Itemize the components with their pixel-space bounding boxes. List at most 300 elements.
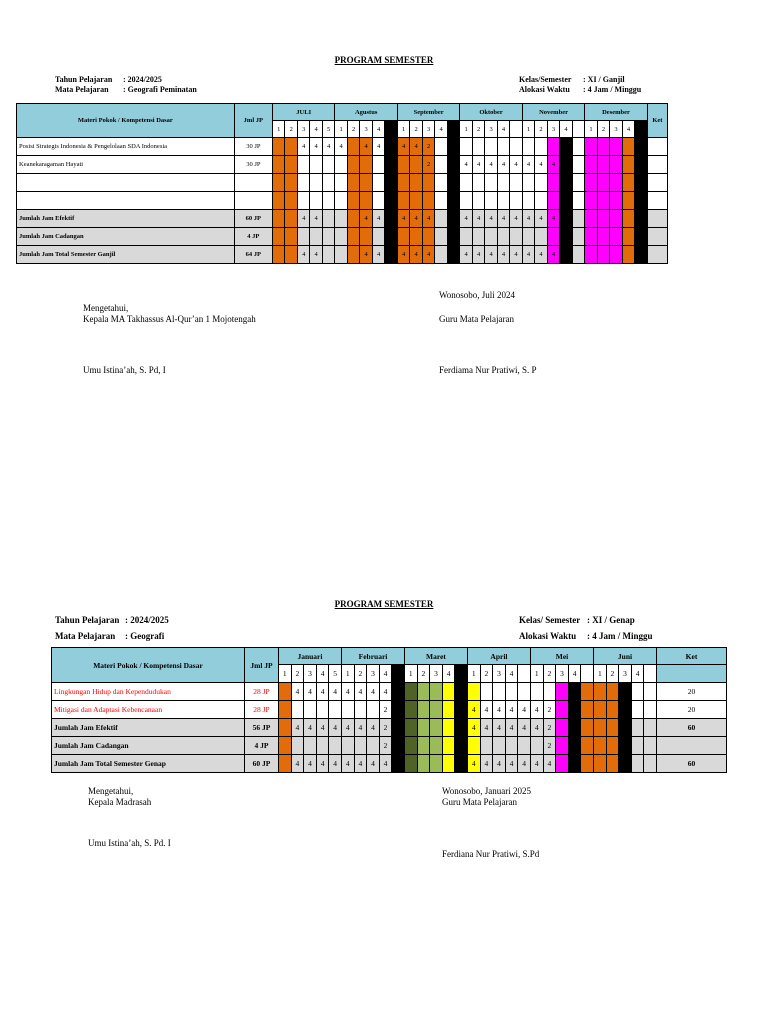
- week-cell: [597, 210, 609, 228]
- week-cell: [397, 192, 409, 210]
- week-cell: [291, 737, 304, 755]
- week-number: [581, 665, 594, 683]
- week-cell: [430, 719, 443, 737]
- week-number: [392, 665, 405, 683]
- week-cell: [631, 683, 644, 701]
- week-cell: [347, 228, 359, 246]
- week-cell: [635, 228, 648, 246]
- week-cell: [635, 174, 648, 192]
- week-cell: [535, 228, 547, 246]
- week-cell: [417, 719, 430, 737]
- week-cell: [510, 174, 523, 192]
- mapel-value: : Geografi Peminatan: [123, 85, 197, 94]
- week-number: 2: [417, 665, 430, 683]
- week-cell: 4: [322, 138, 335, 156]
- week-number: 3: [610, 121, 622, 138]
- week-cell: [497, 228, 509, 246]
- week-number: 1: [335, 121, 347, 138]
- week-cell: [522, 174, 534, 192]
- month-header: April: [467, 648, 530, 665]
- sem2-sign-right: [442, 786, 539, 860]
- jp-cell: 60 JP: [245, 755, 279, 773]
- materi-cell: Lingkungan Hidup dan Kependudukan: [52, 683, 245, 701]
- sem1-sign-left: [83, 303, 256, 376]
- week-cell: 4: [505, 701, 518, 719]
- week-cell: 4: [485, 156, 497, 174]
- week-cell: 4: [485, 246, 497, 264]
- week-cell: [372, 228, 384, 246]
- week-number: 1: [585, 121, 597, 138]
- table-row: [52, 683, 727, 701]
- week-cell: 4: [497, 246, 509, 264]
- week-cell: [442, 737, 455, 755]
- materi-cell: Keanekaragaman Hayati: [17, 156, 235, 174]
- week-cell: 4: [316, 755, 329, 773]
- week-cell: [310, 192, 322, 210]
- week-number: 1: [594, 665, 607, 683]
- week-cell: [485, 174, 497, 192]
- month-header: Februari: [341, 648, 404, 665]
- week-cell: [347, 174, 359, 192]
- kepala-title: Kepala MA Takhassus Al-Qur’an 1 Mojotengah: [83, 314, 256, 324]
- week-cell: [610, 156, 622, 174]
- week-number: 3: [556, 665, 569, 683]
- week-number: 5: [322, 121, 335, 138]
- week-cell: [581, 755, 594, 773]
- week-number: [644, 665, 657, 683]
- week-cell: [335, 210, 347, 228]
- week-cell: 4: [397, 210, 409, 228]
- week-cell: 4: [505, 719, 518, 737]
- week-cell: 4: [522, 210, 534, 228]
- week-cell: 4: [410, 246, 422, 264]
- week-cell: 4: [510, 156, 523, 174]
- ket-cell: [647, 138, 667, 156]
- week-cell: 4: [472, 246, 484, 264]
- week-cell: [447, 210, 460, 228]
- week-cell: 4: [480, 719, 493, 737]
- week-cell: [610, 192, 622, 210]
- week-cell: [535, 192, 547, 210]
- week-cell: [410, 156, 422, 174]
- week-cell: 4: [467, 701, 480, 719]
- week-cell: [467, 737, 480, 755]
- week-cell: [560, 138, 572, 156]
- sem1-header-left: [55, 75, 197, 95]
- week-cell: [430, 683, 443, 701]
- mengetahui-label: Mengetahui,: [88, 786, 134, 796]
- kepala-title: Kepala Madrasah: [88, 797, 152, 807]
- table-row: [17, 156, 668, 174]
- week-cell: [385, 192, 398, 210]
- week-cell: [335, 156, 347, 174]
- week-cell: [354, 701, 367, 719]
- week-cell: 4: [410, 138, 422, 156]
- month-header: Januari: [279, 648, 342, 665]
- week-cell: [291, 701, 304, 719]
- week-cell: [568, 719, 581, 737]
- week-cell: [505, 683, 518, 701]
- week-cell: [279, 719, 292, 737]
- week-cell: 4: [297, 210, 309, 228]
- week-cell: [581, 737, 594, 755]
- ket-cell: 60: [657, 755, 727, 773]
- week-number: 3: [430, 665, 443, 683]
- week-cell: [422, 228, 434, 246]
- week-cell: 4: [354, 719, 367, 737]
- week-cell: [422, 192, 434, 210]
- week-number: 4: [622, 121, 634, 138]
- week-cell: [392, 683, 405, 701]
- week-cell: 4: [304, 755, 317, 773]
- week-cell: [442, 719, 455, 737]
- week-cell: [335, 228, 347, 246]
- week-cell: 4: [367, 755, 380, 773]
- week-cell: [316, 701, 329, 719]
- week-cell: [405, 755, 418, 773]
- week-cell: [568, 737, 581, 755]
- week-cell: [430, 737, 443, 755]
- week-cell: 4: [316, 683, 329, 701]
- week-cell: 4: [510, 210, 523, 228]
- week-number: [635, 121, 648, 138]
- week-cell: [285, 174, 297, 192]
- week-cell: [547, 174, 559, 192]
- guru-name: Ferdiana Nur Pratiwi, S.Pd: [442, 849, 540, 859]
- week-cell: 2: [379, 737, 392, 755]
- week-number: 5: [329, 665, 342, 683]
- week-cell: [597, 174, 609, 192]
- month-header: Oktober: [460, 104, 522, 121]
- week-number: 2: [597, 121, 609, 138]
- week-cell: [347, 138, 359, 156]
- week-cell: [585, 174, 597, 192]
- week-cell: 4: [335, 138, 347, 156]
- week-cell: 4: [497, 156, 509, 174]
- week-cell: 4: [310, 246, 322, 264]
- week-cell: [635, 156, 648, 174]
- week-cell: [360, 156, 372, 174]
- week-cell: [622, 210, 634, 228]
- week-cell: [644, 719, 657, 737]
- week-cell: [435, 138, 447, 156]
- week-cell: [329, 737, 342, 755]
- week-cell: [556, 737, 569, 755]
- materi-cell: [17, 192, 235, 210]
- week-cell: [447, 156, 460, 174]
- week-number: 3: [360, 121, 372, 138]
- month-header: Maret: [405, 648, 468, 665]
- week-cell: [631, 755, 644, 773]
- week-cell: [367, 701, 380, 719]
- week-cell: 4: [316, 719, 329, 737]
- week-cell: [622, 174, 634, 192]
- week-cell: 2: [379, 719, 392, 737]
- ket-cell: [647, 174, 667, 192]
- week-cell: [505, 737, 518, 755]
- month-header: JULI: [272, 104, 334, 121]
- materi-cell: [17, 174, 235, 192]
- week-cell: [556, 755, 569, 773]
- week-cell: [455, 701, 468, 719]
- week-cell: [285, 246, 297, 264]
- week-cell: [644, 737, 657, 755]
- ket-cell: 20: [657, 701, 727, 719]
- week-cell: [472, 192, 484, 210]
- week-number: 1: [467, 665, 480, 683]
- week-cell: 4: [460, 156, 472, 174]
- week-cell: [447, 192, 460, 210]
- week-cell: [556, 683, 569, 701]
- week-number: 2: [354, 665, 367, 683]
- week-cell: 4: [535, 210, 547, 228]
- week-number: 3: [619, 665, 632, 683]
- tahun-value: : 2024/2025: [125, 615, 169, 625]
- week-cell: [560, 192, 572, 210]
- week-cell: [472, 228, 484, 246]
- week-number: 4: [435, 121, 447, 138]
- jp-cell: 28 JP: [245, 683, 279, 701]
- week-cell: [493, 683, 506, 701]
- week-cell: [272, 246, 284, 264]
- week-cell: [606, 755, 619, 773]
- week-cell: [285, 138, 297, 156]
- week-cell: [360, 228, 372, 246]
- week-cell: [480, 737, 493, 755]
- week-number: 1: [405, 665, 418, 683]
- week-cell: [329, 701, 342, 719]
- week-cell: 4: [547, 156, 559, 174]
- week-cell: [467, 683, 480, 701]
- week-cell: [455, 719, 468, 737]
- week-cell: [322, 210, 335, 228]
- week-cell: [585, 192, 597, 210]
- week-cell: [272, 138, 284, 156]
- week-cell: 4: [547, 246, 559, 264]
- week-cell: [310, 156, 322, 174]
- week-number: [455, 665, 468, 683]
- week-cell: 4: [372, 246, 384, 264]
- week-number: 2: [291, 665, 304, 683]
- week-cell: [360, 192, 372, 210]
- week-cell: [518, 737, 531, 755]
- guru-name: Ferdiama Nur Pratiwi, S. P: [439, 365, 537, 375]
- header-row-months: [52, 648, 727, 665]
- materi-cell: Jumlah Jam Total Semester Genap: [52, 755, 245, 773]
- week-cell: [635, 246, 648, 264]
- semester-1-schedule-table: [16, 103, 668, 264]
- week-cell: [572, 246, 585, 264]
- week-cell: [410, 192, 422, 210]
- week-cell: [347, 246, 359, 264]
- week-cell: [594, 737, 607, 755]
- week-number: [510, 121, 523, 138]
- week-cell: [297, 192, 309, 210]
- week-cell: 4: [329, 683, 342, 701]
- week-cell: [279, 701, 292, 719]
- week-cell: [485, 138, 497, 156]
- week-cell: [568, 701, 581, 719]
- jp-cell: 4 JP: [234, 228, 272, 246]
- week-cell: [547, 138, 559, 156]
- week-cell: [594, 683, 607, 701]
- kepala-name: Umu Istina’ah, S. Pd. I: [88, 838, 171, 848]
- week-cell: [435, 192, 447, 210]
- week-cell: [572, 210, 585, 228]
- week-cell: [392, 755, 405, 773]
- week-cell: 4: [472, 210, 484, 228]
- week-cell: [556, 719, 569, 737]
- materi-cell: Jumlah Jam Total Semester Ganjil: [17, 246, 235, 264]
- week-cell: 4: [472, 156, 484, 174]
- materi-cell: Posisi Strategis Indonesia & Pengelolaan SDA Indonesia: [17, 138, 235, 156]
- week-cell: 4: [291, 719, 304, 737]
- week-cell: [610, 246, 622, 264]
- week-number: 2: [285, 121, 297, 138]
- table-row: [17, 210, 668, 228]
- ket-cell: 20: [657, 683, 727, 701]
- week-cell: [631, 701, 644, 719]
- week-cell: [372, 192, 384, 210]
- week-cell: 4: [397, 246, 409, 264]
- column-header-jml-jp: Jml JP: [234, 104, 272, 138]
- week-cell: [493, 737, 506, 755]
- week-cell: 4: [297, 246, 309, 264]
- table-row: [52, 737, 727, 755]
- week-cell: [497, 138, 509, 156]
- week-number: 4: [505, 665, 518, 683]
- week-cell: 4: [493, 755, 506, 773]
- week-cell: 4: [493, 719, 506, 737]
- week-cell: [392, 719, 405, 737]
- week-cell: [518, 683, 531, 701]
- week-cell: [279, 737, 292, 755]
- week-cell: 4: [480, 701, 493, 719]
- week-cell: 4: [397, 138, 409, 156]
- week-cell: [581, 701, 594, 719]
- week-number: 3: [485, 121, 497, 138]
- month-header: November: [522, 104, 584, 121]
- kelas-value: : XI / Ganjil: [583, 75, 625, 84]
- week-cell: [631, 737, 644, 755]
- week-cell: [597, 228, 609, 246]
- week-number: 3: [304, 665, 317, 683]
- week-cell: [606, 683, 619, 701]
- week-cell: 4: [460, 246, 472, 264]
- week-cell: [485, 228, 497, 246]
- column-header-jml-jp: Jml JP: [245, 648, 279, 683]
- week-cell: [510, 228, 523, 246]
- week-cell: [392, 701, 405, 719]
- week-number: 1: [530, 665, 543, 683]
- table-row: [17, 246, 668, 264]
- week-cell: [597, 156, 609, 174]
- kelas-label: Kelas/ Semester: [519, 615, 581, 625]
- week-number: 2: [606, 665, 619, 683]
- semester-2-title: PROGRAM SEMESTER: [334, 599, 434, 609]
- week-cell: [347, 192, 359, 210]
- mengetahui-label: Mengetahui,: [83, 303, 129, 313]
- mapel-value: : Geografi: [125, 631, 165, 641]
- week-cell: [316, 737, 329, 755]
- jp-cell: 28 JP: [245, 701, 279, 719]
- week-cell: [606, 719, 619, 737]
- ket-subheader: [657, 665, 727, 683]
- week-cell: [460, 138, 472, 156]
- week-cell: [417, 701, 430, 719]
- week-number: 2: [480, 665, 493, 683]
- week-cell: [585, 138, 597, 156]
- week-cell: 2: [543, 719, 556, 737]
- jp-cell: 56 JP: [245, 719, 279, 737]
- week-number: 4: [316, 665, 329, 683]
- alokasi-label: Alokasi Waktu: [519, 631, 577, 641]
- week-cell: 4: [493, 701, 506, 719]
- week-cell: 4: [341, 683, 354, 701]
- materi-cell: Jumlah Jam Efektif: [17, 210, 235, 228]
- week-cell: 2: [543, 737, 556, 755]
- column-header-ket: Ket: [657, 648, 727, 665]
- week-cell: [435, 174, 447, 192]
- week-cell: 2: [379, 701, 392, 719]
- week-cell: [610, 210, 622, 228]
- week-cell: [385, 174, 398, 192]
- week-cell: [397, 228, 409, 246]
- week-cell: [285, 210, 297, 228]
- week-cell: [430, 701, 443, 719]
- week-cell: [322, 246, 335, 264]
- week-cell: [581, 683, 594, 701]
- week-cell: [304, 737, 317, 755]
- week-cell: [610, 138, 622, 156]
- week-cell: [597, 246, 609, 264]
- ket-cell: [647, 228, 667, 246]
- week-cell: 4: [360, 210, 372, 228]
- mapel-label: Mata Pelajaran: [55, 631, 116, 641]
- place-date: Wonosobo, Januari 2025: [442, 786, 532, 796]
- week-cell: 4: [367, 683, 380, 701]
- week-cell: [622, 138, 634, 156]
- week-cell: 4: [367, 719, 380, 737]
- materi-cell: Jumlah Jam Cadangan: [17, 228, 235, 246]
- week-cell: [385, 210, 398, 228]
- week-cell: [622, 228, 634, 246]
- week-cell: 4: [530, 719, 543, 737]
- week-cell: [285, 156, 297, 174]
- tahun-value: : 2024/2025: [123, 75, 162, 84]
- week-number: 2: [543, 665, 556, 683]
- week-cell: [460, 192, 472, 210]
- week-cell: [435, 156, 447, 174]
- ket-cell: [657, 737, 727, 755]
- week-cell: [472, 174, 484, 192]
- week-cell: 4: [467, 755, 480, 773]
- mapel-label: Mata Pelajaran: [55, 85, 109, 94]
- jp-cell: [234, 174, 272, 192]
- week-cell: [597, 192, 609, 210]
- week-cell: [572, 174, 585, 192]
- week-cell: [585, 246, 597, 264]
- week-cell: [367, 737, 380, 755]
- week-cell: 4: [485, 210, 497, 228]
- week-cell: [341, 737, 354, 755]
- week-cell: [397, 174, 409, 192]
- week-number: 1: [522, 121, 534, 138]
- week-number: 4: [631, 665, 644, 683]
- table-row: [52, 701, 727, 719]
- ket-cell: [647, 246, 667, 264]
- week-cell: [272, 192, 284, 210]
